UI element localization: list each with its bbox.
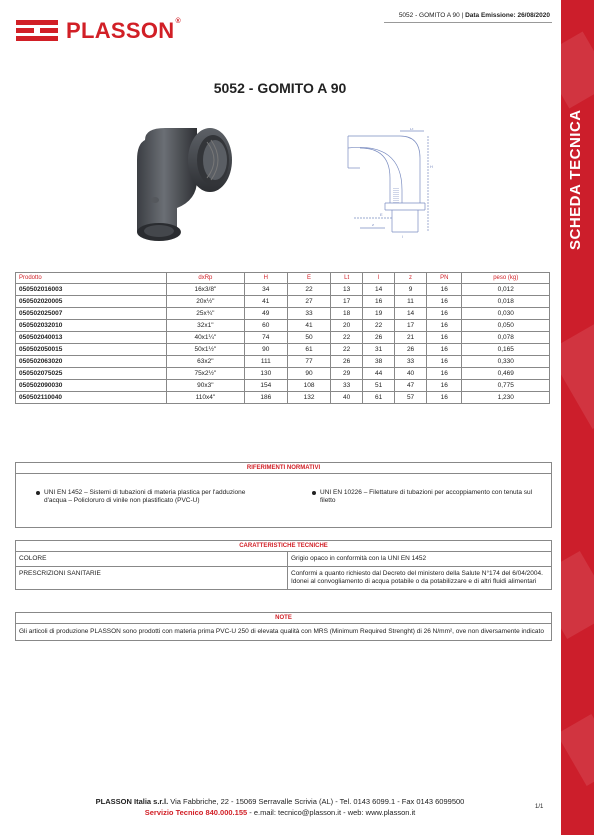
table-cell: 19	[363, 308, 395, 320]
table-cell: 33	[331, 380, 363, 392]
caratteristiche-row	[16, 552, 551, 567]
table-cell: 0,078	[462, 332, 550, 344]
table-cell: 50x1½"	[167, 344, 245, 356]
table-cell: 108	[287, 380, 330, 392]
table-cell: 44	[363, 368, 395, 380]
table-cell: 32x1"	[167, 320, 245, 332]
footer-contacts: Servizio Tecnico 840.000.155 - e.mail: tecnico@plasson.it - web: www.plasson.it	[144, 808, 416, 817]
table-cell: 154	[244, 380, 287, 392]
table-cell: 47	[395, 380, 427, 392]
table-cell: 0,469	[462, 368, 550, 380]
table-cell: 25x¾"	[167, 308, 245, 320]
product-code-cell: 050502090030	[16, 380, 167, 392]
product-code-cell: 050502050015	[16, 344, 167, 356]
product-code-cell: 050502032010	[16, 320, 167, 332]
table-cell: 26	[363, 332, 395, 344]
col-header: PN	[427, 273, 462, 284]
table-cell: 16	[427, 320, 462, 332]
table-row	[16, 308, 550, 320]
product-table	[15, 272, 550, 404]
table-header-row	[16, 273, 550, 284]
table-row	[16, 344, 550, 356]
table-cell: 77	[287, 356, 330, 368]
col-header: Lt	[331, 273, 363, 284]
caratteristiche-label: COLORE	[16, 552, 288, 566]
caratteristiche-row	[16, 567, 551, 589]
table-cell: 16x3/8"	[167, 284, 245, 296]
table-cell: 16	[363, 296, 395, 308]
doc-ref: 5052 - GOMITO A 90	[398, 12, 460, 19]
table-cell: 41	[244, 296, 287, 308]
table-cell: 22	[331, 344, 363, 356]
table-cell: 31	[363, 344, 395, 356]
table-cell: 74	[244, 332, 287, 344]
table-cell: 0,012	[462, 284, 550, 296]
emission-date: Data Emissione: 26/08/2020	[465, 12, 550, 19]
table-cell: 34	[244, 284, 287, 296]
col-header: Prodotto	[16, 273, 167, 284]
table-cell: 29	[331, 368, 363, 380]
table-cell: 90x3"	[167, 380, 245, 392]
caratteristiche-section	[15, 540, 552, 590]
table-cell: 14	[395, 308, 427, 320]
table-cell: 40x1¼"	[167, 332, 245, 344]
header-separator: |	[461, 12, 464, 19]
riferimenti-section	[15, 462, 552, 528]
col-header: H	[244, 273, 287, 284]
caratteristiche-heading: CARATTERISTICHE TECNICHE	[16, 541, 551, 552]
col-header: dxRp	[167, 273, 245, 284]
table-cell: 51	[363, 380, 395, 392]
table-cell: 61	[287, 344, 330, 356]
bullet-icon	[36, 491, 40, 495]
table-cell: 13	[331, 284, 363, 296]
table-cell: 0,775	[462, 380, 550, 392]
table-cell: 38	[363, 356, 395, 368]
product-code-cell: 050502025007	[16, 308, 167, 320]
caratteristiche-value: Conformi a quanto richiesto dal Decreto del ministero della Salute N°174 del 6/04/2004. Idonei al convogliamento di acqua potabile o da potabilizzare e di altri fluidi alimentari	[291, 570, 543, 585]
plasson-logo-mark	[16, 20, 58, 42]
table-cell: 16	[427, 296, 462, 308]
footer-service: Servizio Tecnico 840.000.155	[144, 808, 248, 817]
table-cell: 40	[331, 392, 363, 404]
table-cell: 50	[287, 332, 330, 344]
page-title: 5052 - GOMITO A 90	[213, 80, 347, 96]
table-row	[16, 284, 550, 296]
table-row	[16, 356, 550, 368]
table-cell: 16	[427, 368, 462, 380]
table-cell: 0,330	[462, 356, 550, 368]
bullet-icon	[312, 491, 316, 495]
table-cell: 186	[244, 392, 287, 404]
table-cell: 22	[287, 284, 330, 296]
caratteristiche-label: PRESCRIZIONI SANITARIE	[16, 567, 288, 589]
col-header: l	[363, 273, 395, 284]
table-cell: 20	[331, 320, 363, 332]
table-cell: 26	[395, 344, 427, 356]
table-cell: 75x2½"	[167, 368, 245, 380]
table-cell: 16	[427, 356, 462, 368]
table-cell: 61	[363, 392, 395, 404]
note-heading: NOTE	[16, 613, 551, 624]
table-row	[16, 320, 550, 332]
header-divider	[384, 22, 552, 23]
product-code-cell: 050502016003	[16, 284, 167, 296]
table-row	[16, 392, 550, 404]
table-cell: 111	[244, 356, 287, 368]
plasson-logo	[16, 18, 181, 44]
technical-drawing	[340, 128, 446, 238]
header-info	[399, 12, 550, 19]
table-cell: 41	[287, 320, 330, 332]
table-cell: 16	[427, 332, 462, 344]
side-band-label: SCHEDA TECNICA	[567, 109, 584, 250]
table-cell: 20x½"	[167, 296, 245, 308]
table-cell: 130	[244, 368, 287, 380]
table-cell: 60	[244, 320, 287, 332]
table-row	[16, 296, 550, 308]
product-code-cell: 050502020005	[16, 296, 167, 308]
table-cell: 57	[395, 392, 427, 404]
table-cell: 14	[363, 284, 395, 296]
label-z: z	[372, 222, 374, 227]
footer-company: PLASSON Italia s.r.l.	[95, 797, 169, 806]
table-cell: 27	[287, 296, 330, 308]
table-cell: 9	[395, 284, 427, 296]
table-cell: 17	[331, 296, 363, 308]
table-cell: 16	[427, 308, 462, 320]
side-band	[561, 0, 594, 835]
riferimenti-right-item: UNI EN 10226 – Filettature di tubazioni per accoppiamento con tenuta sul filetto	[312, 489, 542, 505]
table-cell: 16	[427, 392, 462, 404]
table-cell: 26	[331, 356, 363, 368]
table-cell: 0,050	[462, 320, 550, 332]
table-row	[16, 368, 550, 380]
table-cell: 132	[287, 392, 330, 404]
product-code-cell: 050502063020	[16, 356, 167, 368]
table-cell: 21	[395, 332, 427, 344]
table-cell: 11	[395, 296, 427, 308]
elbow-fitting-image	[125, 120, 245, 245]
riferimenti-heading: RIFERIMENTI NORMATIVI	[16, 463, 551, 474]
table-cell: 40	[395, 368, 427, 380]
table-cell: 110x4"	[167, 392, 245, 404]
table-cell: 90	[287, 368, 330, 380]
note-text: Gli articoli di produzione PLASSON sono prodotti con materia prima PVC-U 250 di elevata qualità con MRS (Minimum Required Strenght) di 26 N/mm², ove non diversamente indicato	[19, 628, 544, 635]
table-cell: 16	[427, 380, 462, 392]
label-h: H	[430, 164, 433, 169]
table-cell: 1,230	[462, 392, 550, 404]
table-cell: 0,018	[462, 296, 550, 308]
caratteristiche-value: Grigio opaco in conformità con la UNI EN 1452	[291, 555, 427, 562]
table-row	[16, 380, 550, 392]
riferimenti-left-item: UNI EN 1452 – Sistemi di tubazioni di materia plastica per l'adduzione d'acqua – Policloruro di vinile non plastificato (PVC-U)	[36, 489, 266, 505]
table-cell: 18	[331, 308, 363, 320]
product-code-cell: 050502110040	[16, 392, 167, 404]
product-code-cell: 050502040013	[16, 332, 167, 344]
col-header: E	[287, 273, 330, 284]
label-e: E	[380, 212, 383, 217]
product-code-cell: 050502075025	[16, 368, 167, 380]
table-cell: 16	[427, 284, 462, 296]
table-cell: 33	[287, 308, 330, 320]
table-cell: 49	[244, 308, 287, 320]
table-cell: 22	[331, 332, 363, 344]
table-cell: 63x2"	[167, 356, 245, 368]
table-cell: 0,030	[462, 308, 550, 320]
table-row	[16, 332, 550, 344]
table-cell: 90	[244, 344, 287, 356]
table-cell: 17	[395, 320, 427, 332]
note-section	[15, 612, 552, 641]
table-cell: 0,165	[462, 344, 550, 356]
col-header: z	[395, 273, 427, 284]
table-cell: 16	[427, 344, 462, 356]
page-number: 1/1	[535, 804, 544, 810]
table-cell: 33	[395, 356, 427, 368]
label-lt: Lt	[410, 128, 414, 131]
col-header: peso (kg)	[462, 273, 550, 284]
plasson-logo-text: PLASSON®	[66, 18, 181, 43]
table-cell: 22	[363, 320, 395, 332]
footer-address: PLASSON Italia s.r.l. Via Fabbriche, 22 - 15069 Serravalle Scrivia (AL) - Tel. 0143 6099.1 - Fax 0143 6099500	[95, 797, 465, 806]
label-l: l	[402, 234, 403, 238]
